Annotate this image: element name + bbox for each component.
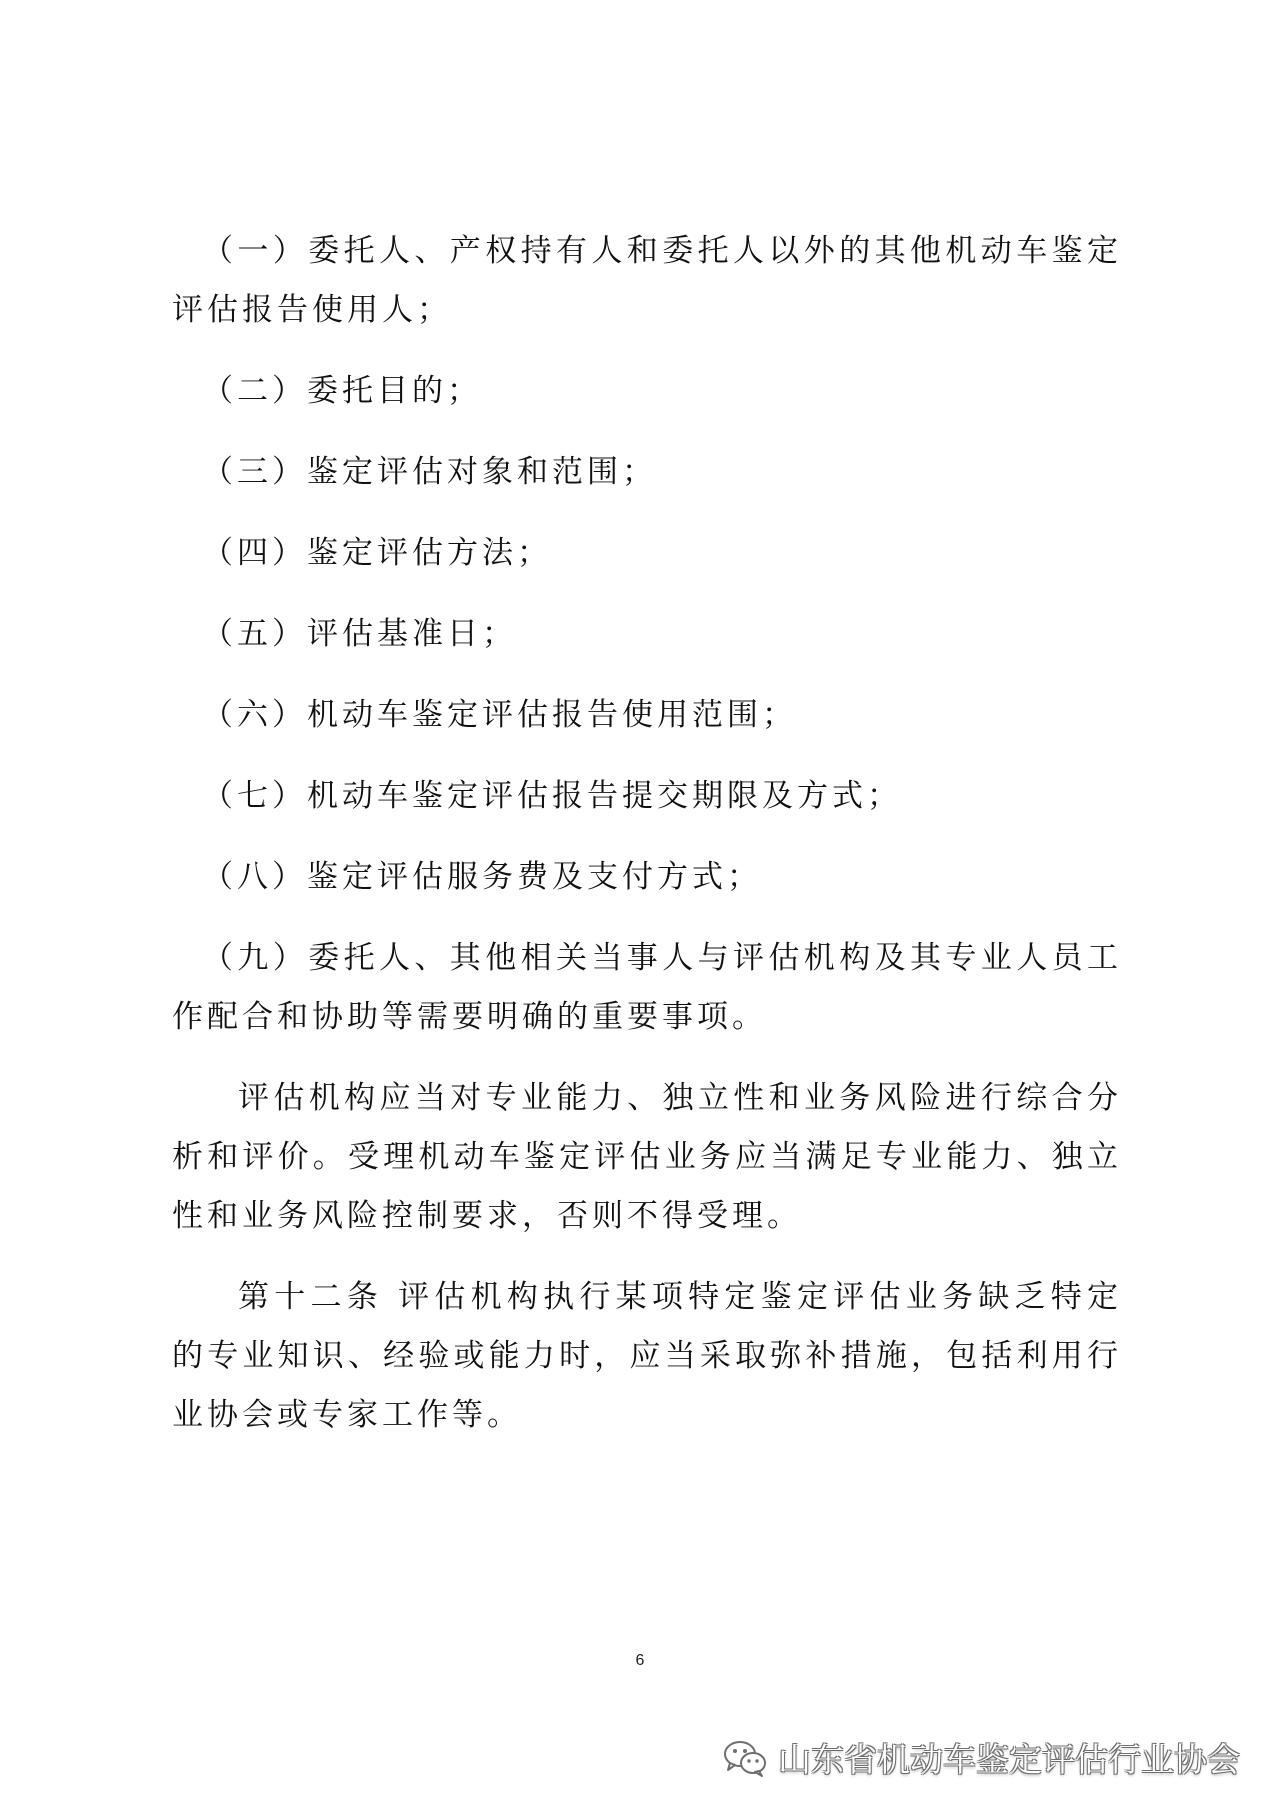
list-item-7: （七）机动车鉴定评估报告提交期限及方式； — [202, 778, 902, 814]
body-paragraph: 评估机构应当对专业能力、独立性和业务风险进行综合分析和评价。受理机动车鉴定评估业务应当满足专业能力、独立性和业务风险控制要求，否则不得受理。 — [172, 1080, 1122, 1234]
watermark-text: 山东省机动车鉴定评估行业协会 — [778, 1740, 1240, 1779]
list-item-1: （一）委托人、产权持有人和委托人以外的其他机动车鉴定评估报告使用人； — [172, 233, 1122, 328]
wechat-icon — [722, 1738, 768, 1778]
list-item-5: （五）评估基准日； — [202, 616, 517, 652]
list-item-2: （二）委托目的； — [202, 373, 482, 409]
list-item-9: （九）委托人、其他相关当事人与评估机构及其专业人员工作配合和协助等需要明确的重要事项。 — [172, 940, 1122, 1035]
list-item-4: （四）鉴定评估方法； — [202, 535, 552, 571]
list-item-8: （八）鉴定评估服务费及支付方式； — [202, 859, 762, 895]
document-body — [172, 222, 1122, 1467]
page-number: 6 — [635, 1652, 645, 1669]
watermark — [722, 1734, 1240, 1781]
list-item-3: （三）鉴定评估对象和范围； — [202, 454, 657, 490]
article-paragraph: 第十二条 评估机构执行某项特定鉴定评估业务缺乏特定的专业知识、经验或能力时，应当采取弥补措施，包括利用行业协会或专家工作等。 — [172, 1279, 1122, 1433]
list-item-6: （六）机动车鉴定评估报告使用范围； — [202, 697, 797, 733]
